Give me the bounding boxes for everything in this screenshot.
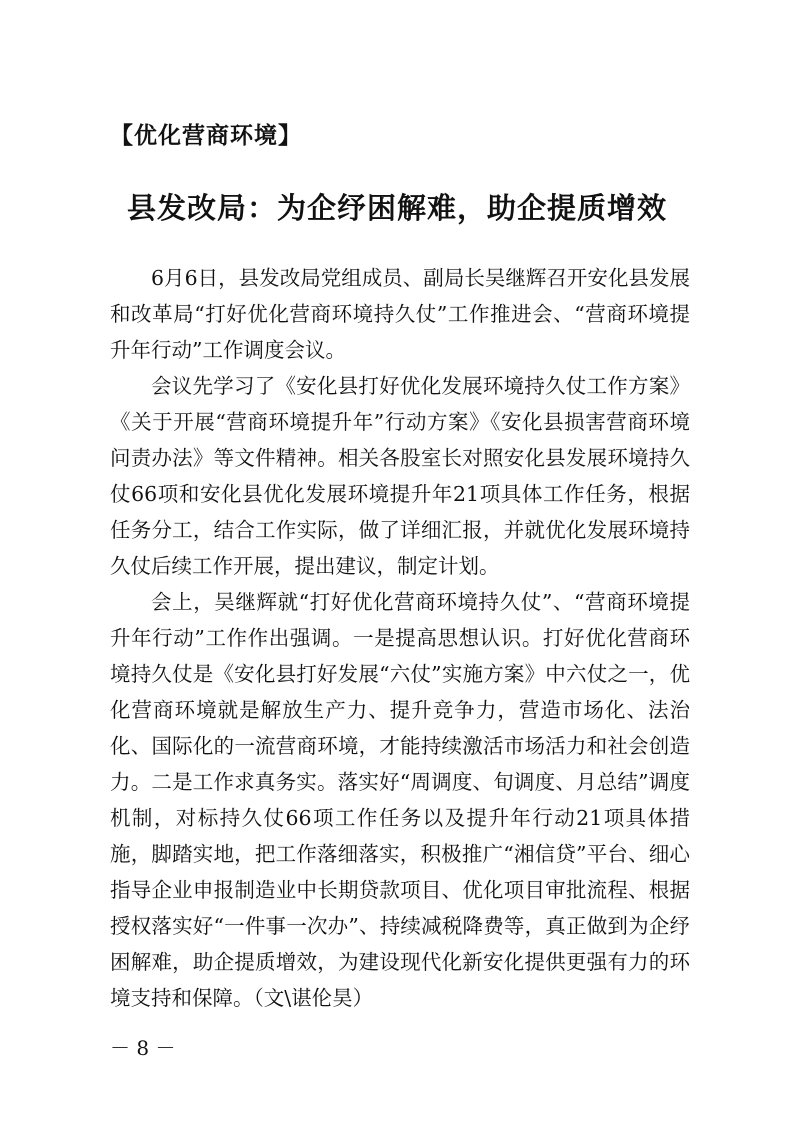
page-number: － 8 － — [110, 1036, 176, 1060]
article-headline: 县发改局：为企纾困解难，助企提质增效 — [126, 191, 667, 225]
paragraph-1: 6月6日，县发改局党组成员、副局长吴继辉召开安化县发展和改革局“打好优化营商环境持久仗”工作推进会、“营商环境提升年行动”工作调度会议。 — [110, 266, 690, 362]
section-tag: 【优化营商环境】 — [110, 123, 302, 149]
article-body — [110, 260, 690, 1016]
paragraph-3: 会上，吴继辉就“打好优化营商环境持久仗”、“营商环境提升年行动”工作作出强调。一是提高思想认识。打好优化营商环境持久仗是《安化县打好发展“六仗”实施方案》中六仗之一，优化营商环境就是解放生产力、提升竞争力，营造市场化、法治化、国际化的一流营商环境，才能持续激活市场活力和社会创造力。二是工作求真务实。落实好“周调度、旬调度、月总结”调度机制，对标持久仗66项工作任务以及提升年行动21项具体措施，脚踏实地，把工作落细落实，积极推广“湘信贷”平台、细心指导企业申报制造业中长期贷款项目、优化项目审批流程、根据授权落实好“一件事一次办”、持续减税降费等，真正做到为企纾困解难，助企提质增效，为建设现代化新安化提供更强有力的环境支持和保障。（文\谌伦昊） — [110, 590, 690, 1010]
paragraph-2: 会议先学习了《安化县打好优化发展环境持久仗工作方案》《关于开展“营商环境提升年”行动方案》《安化县损害营商环境问责办法》等文件精神。相关各股室长对照安化县发展环境持久仗66项和安化县优化发展环境提升年21项具体工作任务，根据任务分工，结合工作实际，做了详细汇报，并就优化发展环境持久仗后续工作开展，提出建议，制定计划。 — [110, 374, 690, 578]
